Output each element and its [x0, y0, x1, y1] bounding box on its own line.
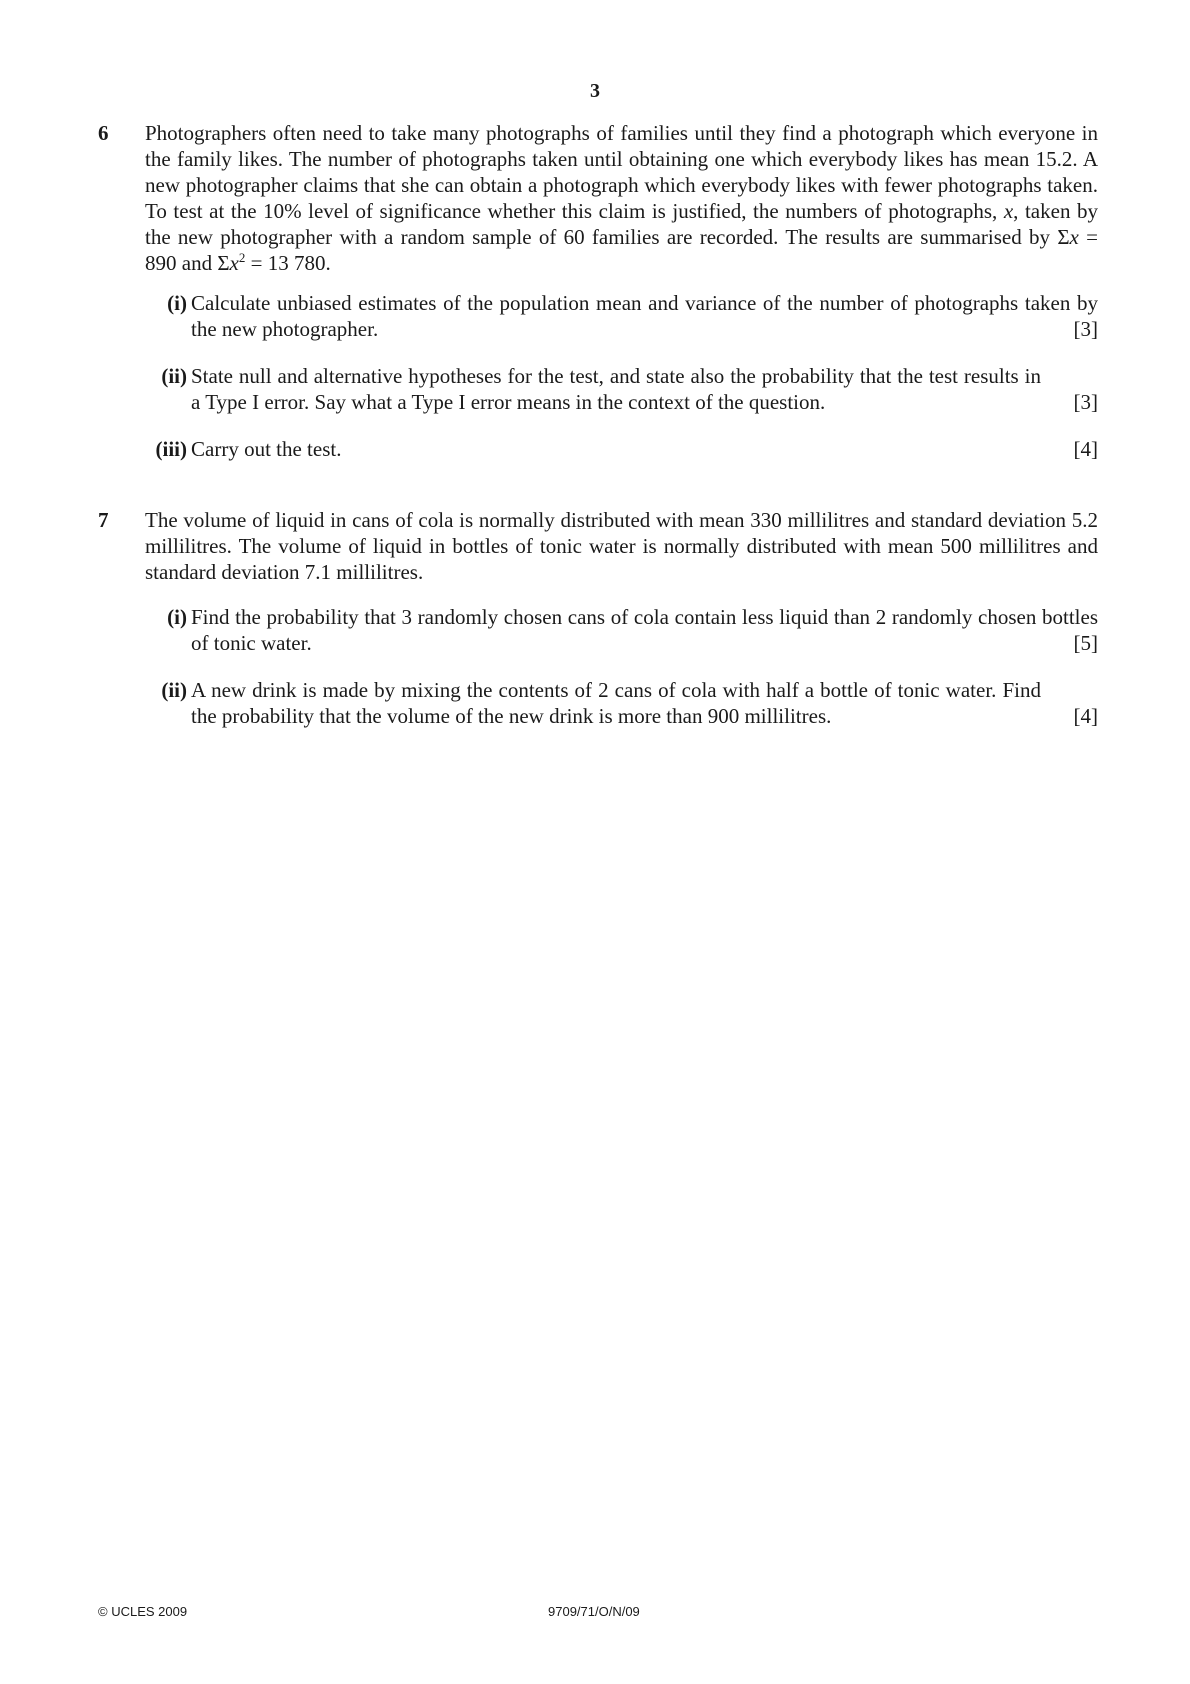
variable-x: x: [229, 251, 239, 275]
page-number: 3: [590, 80, 600, 102]
superscript: 2: [238, 250, 246, 265]
variable-x: x: [1069, 225, 1079, 249]
stem-text-b: , taken by the new photographer with a random sample of 60 families are recorded. The results are summarised by Σ: [145, 199, 1098, 249]
part-text: Calculate unbiased estimates of the population mean and variance of the number of photographs taken by the new photographer.: [191, 291, 1098, 341]
part-label: (i): [167, 605, 187, 629]
part-text: Find the probability that 3 randomly chosen cans of cola contain less liquid than 2 randomly chosen bottles of tonic water.: [191, 605, 1098, 655]
question-stem: [145, 120, 1098, 276]
marks: [4]: [1073, 437, 1098, 461]
stem-text-c: = 890 and Σ: [145, 225, 1098, 275]
marks: [3]: [1073, 390, 1098, 414]
part-text: A new drink is made by mixing the contents of 2 cans of cola with half a bottle of tonic water. Find the probability that the volume of the new drink is more than 900 millilitres.: [191, 678, 1041, 728]
question-number: 6: [98, 121, 109, 145]
footer-copyright: © UCLES 2009: [98, 1604, 188, 1619]
part-label: (iii): [155, 437, 187, 461]
marks: [3]: [1073, 317, 1098, 341]
part-label: (i): [167, 291, 187, 315]
marks: [5]: [1073, 631, 1098, 655]
variable-x: x: [1003, 199, 1014, 223]
part-label: (ii): [161, 364, 187, 388]
stem-text-d: = 13 780.: [245, 251, 331, 275]
question-stem: The volume of liquid in cans of cola is normally distributed with mean 330 millilitres and standard deviation 5.2 millilitres. The volume of liquid in bottles of tonic water is normally distributed with mean 500 millilitres and standard deviation 7.1 millilitres.: [145, 508, 1098, 584]
stem-text-a: Photographers often need to take many photographs of families until they find a photograph which everyone in the family likes. The number of photographs taken until obtaining one which everybody likes has mean 15.2. A new photographer claims that she can obtain a photograph which everybody likes with fewer photographs taken. To test at the 10% level of significance whether this claim is justified, the numbers of photographs,: [145, 121, 1098, 223]
part-label: (ii): [161, 678, 187, 702]
part-text: State null and alternative hypotheses for the test, and state also the probability that the test results in a Type I error. Say what a Type I error means in the context of the question.: [191, 364, 1041, 414]
question-number: 7: [98, 508, 109, 532]
part-text: Carry out the test.: [191, 437, 342, 461]
marks: [4]: [1073, 704, 1098, 728]
footer-code: 9709/71/O/N/09: [548, 1604, 640, 1619]
